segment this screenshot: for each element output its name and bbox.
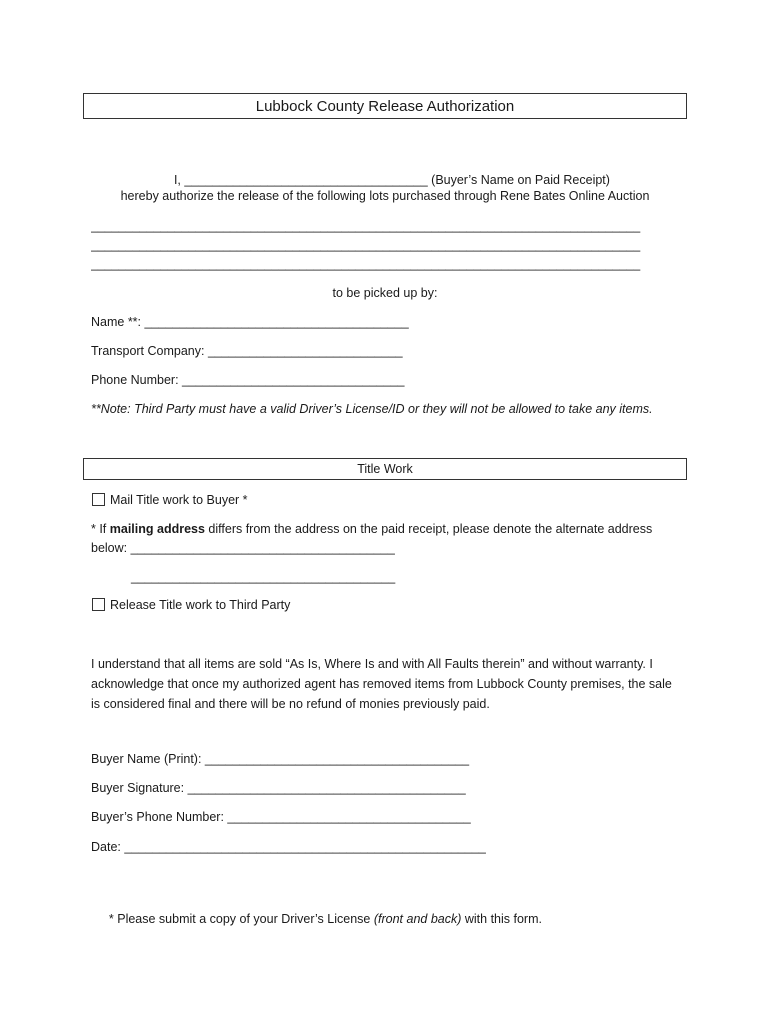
mail-title-label: Mail Title work to Buyer * [110,493,248,507]
footer-suffix: with this form. [461,912,542,926]
lots-line-1[interactable]: _______________________________________________________________________________ [91,219,641,233]
lots-line-3[interactable]: _______________________________________________________________________________ [91,257,641,271]
mail-title-checkbox[interactable] [92,493,105,506]
pickup-note: **Note: Third Party must have a valid Driver’s License/ID or they will not be allowed to take any items. [91,402,653,416]
mail-note-bold: mailing address [109,522,205,536]
form-title-box [83,93,687,119]
release-title-checkbox[interactable] [92,598,105,611]
mail-note-prefix: * If [91,522,110,536]
title-work-heading: Title Work [357,462,413,476]
date-field[interactable]: Date: ____________________________________________________ [91,840,486,854]
buyer-name-print-field[interactable]: Buyer Name (Print): ______________________________________ [91,752,470,766]
buyer-signature-field[interactable]: Buyer Signature: ________________________________________ [91,781,466,795]
pickup-heading: to be picked up by: [332,286,438,300]
mail-address-extra-line[interactable]: ______________________________________ [131,570,396,584]
transport-company-field[interactable]: Transport Company: ____________________________ [91,344,403,358]
mail-address-note[interactable] [91,520,681,558]
buyer-name-hint: (Buyer’s Name on Paid Receipt) [431,173,610,187]
form-title: Lubbock County Release Authorization [255,97,515,115]
release-title-label: Release Title work to Third Party [110,598,291,612]
agreement-text: I understand that all items are sold “As Is, Where Is and with All Faults therein” and without warranty. I acknowledge that once my authorized agent has removed items from Lubbock County premises, the sale is considered final and there will be no refund of monies previously paid. [91,657,672,711]
authorize-text: hereby authorize the release of the following lots purchased through Rene Bates Online Auction [120,189,650,203]
lots-line-2[interactable]: _______________________________________________________________________________ [91,238,641,252]
pickup-name-field[interactable]: Name **: ______________________________________ [91,315,409,329]
buyer-name-blank[interactable]: I, ___________________________________ [173,173,432,187]
pickup-phone-field[interactable]: Phone Number: ________________________________ [91,373,405,387]
title-work-box [83,458,687,480]
mail-note-rest: differs from the address on the paid receipt, please denote the alternate address below: ______________________________________ [91,522,653,555]
footer-italic: (front and back) [373,912,462,926]
buyer-phone-field[interactable]: Buyer’s Phone Number: ___________________________________ [91,810,471,824]
footer-prefix: * Please submit a copy of your Driver’s License [108,912,374,926]
footer-note [95,898,542,940]
